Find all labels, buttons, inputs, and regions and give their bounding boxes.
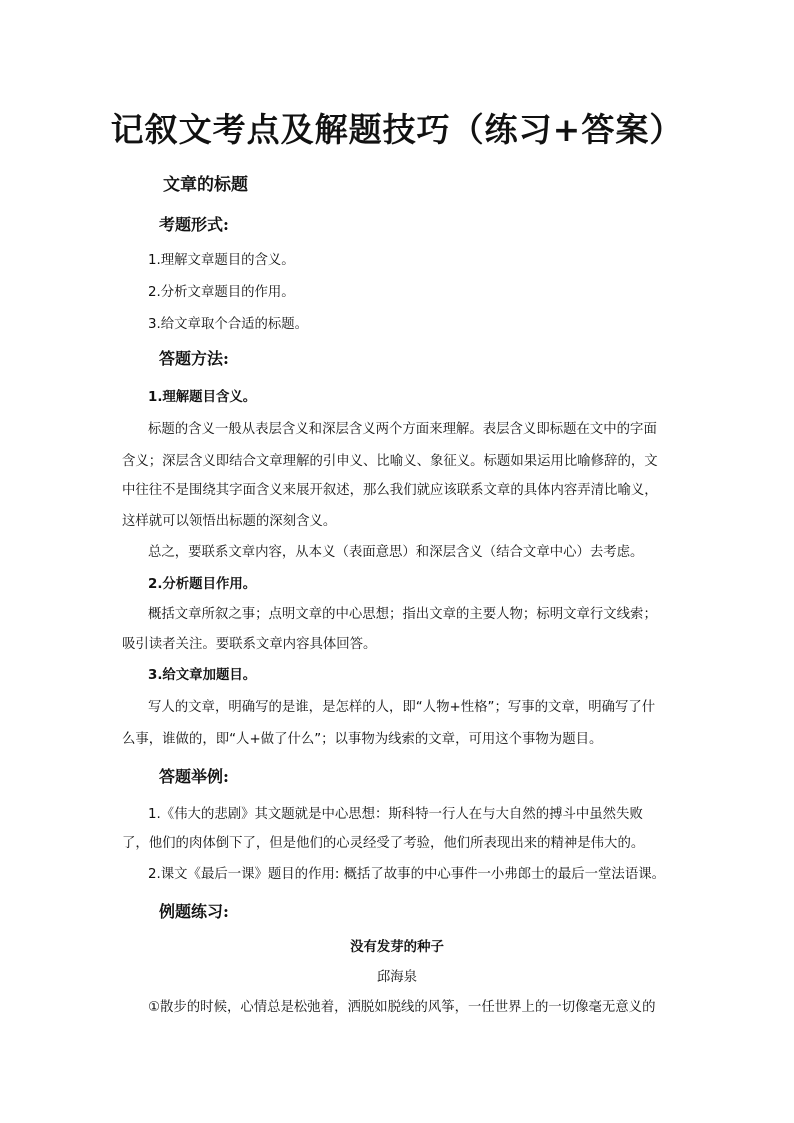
method-1-line: 含义；深层含义即结合文章理解的引申义、比喻义、象征义。标题如果运用比喻修辞的，文 [122, 454, 658, 469]
method-1-line: 这样就可以领悟出标题的深刻含义。 [122, 514, 337, 529]
exam-form-item: 2.分析文章题目的作用。 [148, 285, 295, 300]
method-3-line: 写人的文章，明确写的是谁，是怎样的人，即“人物+性格”；写事的文章，明确写了什 [148, 700, 656, 715]
article-paragraph-1: ①散步的时候，心情总是松弛着，洒脱如脱线的风筝，一任世界上的一切像毫无意义的 [148, 1000, 656, 1015]
example-line: 了，他们的肉体倒下了，但是他们的心灵经受了考验，他们所表现出来的精神是伟大的。 [122, 836, 645, 851]
article-title: 没有发芽的种子 [350, 940, 444, 955]
method-2-heading: 2.分析题目作用。 [148, 577, 257, 592]
example-line: 2.课文《最后一课》题目的作用: 概括了故事的中心事件一小弗郎士的最后一堂法语课。 [148, 867, 665, 882]
exam-form-item: 3.给文章取个合适的标题。 [148, 317, 309, 332]
method-3-heading: 3.给文章加题目。 [148, 668, 257, 683]
article-author: 邱海泉 [376, 970, 418, 985]
method-1-line: 中往往不是围绕其字面含义来展开叙述，那么我们就应该联系文章的具体内容弄清比喻义， [122, 483, 658, 498]
example-line: 1.《伟大的悲剧》其文题就是中心思想：斯科特一行人在与大自然的搏斗中虽然失败 [148, 807, 643, 822]
section-title: 文章的标题 [163, 175, 248, 195]
method-3-line: 么事，谁做的，即“人+做了什么”；以事物为线索的文章，可用这个事物为题目。 [122, 732, 603, 747]
examples-heading: 答题举例: [159, 767, 229, 786]
method-2-line: 概括文章所叙之事；点明文章的中心思想；指出文章的主要人物；标明文章行文线索； [148, 607, 657, 622]
exam-form-item: 1.理解文章题目的含义。 [148, 253, 295, 268]
method-2-line: 吸引读者关注。要联系文章内容具体回答。 [122, 637, 377, 652]
document-title: 记叙文考点及解题技巧（练习+答案） [110, 110, 684, 149]
practice-heading: 例题练习: [159, 902, 229, 921]
method-1-summary: 总之，要联系文章内容，从本义（表面意思）和深层含义（结合文章中心）去考虑。 [148, 545, 644, 560]
exam-forms-heading: 考题形式: [159, 215, 229, 234]
methods-heading: 答题方法: [159, 349, 229, 368]
method-1-heading: 1.理解题目含义。 [148, 390, 257, 405]
method-1-line: 标题的含义一般从表层含义和深层含义两个方面来理解。表层含义即标题在文中的字面 [148, 422, 657, 437]
